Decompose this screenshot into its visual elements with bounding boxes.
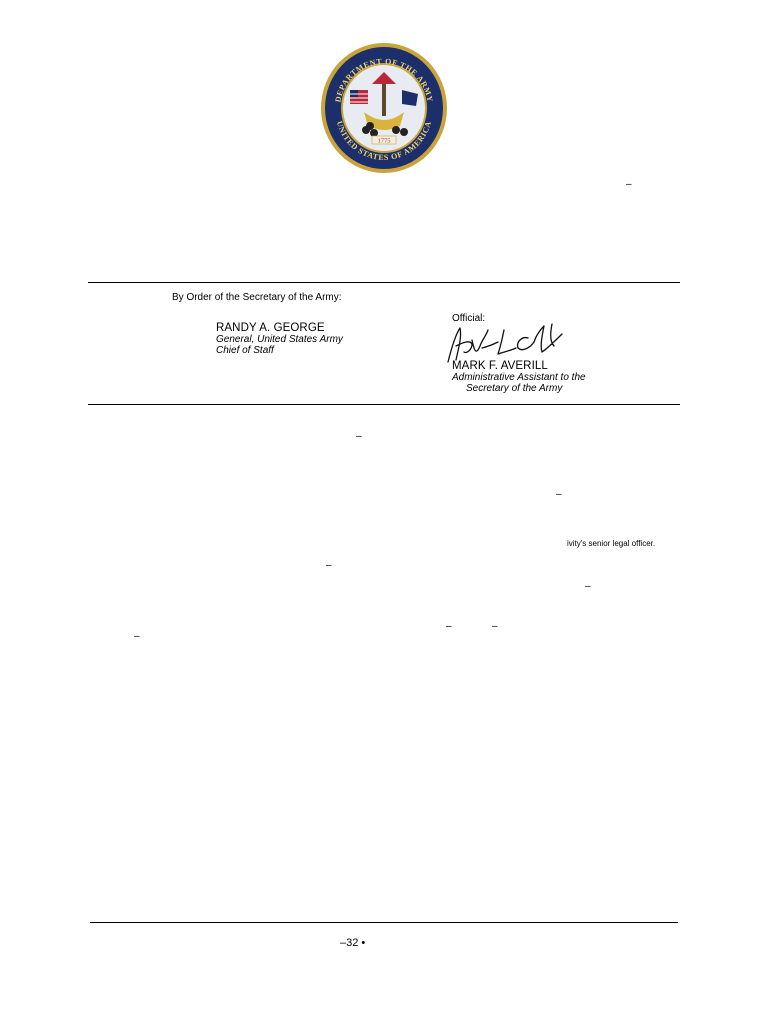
body-dash: –	[446, 621, 452, 632]
top-divider	[88, 282, 680, 283]
signer-position: Chief of Staff	[216, 345, 274, 356]
signer-position: Secretary of the Army	[466, 383, 563, 394]
body-dash: –	[492, 621, 498, 632]
seal-year: 1775	[377, 137, 391, 145]
page-number: –32 •	[340, 937, 366, 949]
body-dash: –	[326, 560, 332, 571]
header-dash: –	[626, 179, 632, 190]
official-label: Official:	[452, 313, 486, 324]
seal-ring-text-bottom: UNITED STATES OF AMERICA	[334, 119, 434, 163]
body-dash: –	[134, 631, 140, 642]
right-signature-block	[452, 360, 586, 394]
army-seal-logo	[320, 42, 448, 174]
body-dash: –	[556, 489, 562, 500]
handwritten-signature	[442, 316, 570, 366]
seal-ring-text-top: DEPARTMENT OF THE ARMY	[333, 56, 435, 104]
body-text-fragment: ivity's senior legal officer.	[567, 539, 656, 548]
order-line: By Order of the Secretary of the Army:	[172, 292, 342, 303]
signer-title: Administrative Assistant to the	[452, 372, 586, 383]
signer-title: General, United States Army	[216, 334, 343, 345]
left-signature-block	[216, 322, 343, 356]
footer-divider	[90, 922, 678, 923]
body-dash: –	[356, 431, 362, 442]
bottom-divider	[88, 404, 680, 405]
body-dash: –	[585, 581, 591, 592]
signer-name: MARK F. AVERILL	[452, 360, 548, 372]
signer-name: RANDY A. GEORGE	[216, 322, 325, 334]
